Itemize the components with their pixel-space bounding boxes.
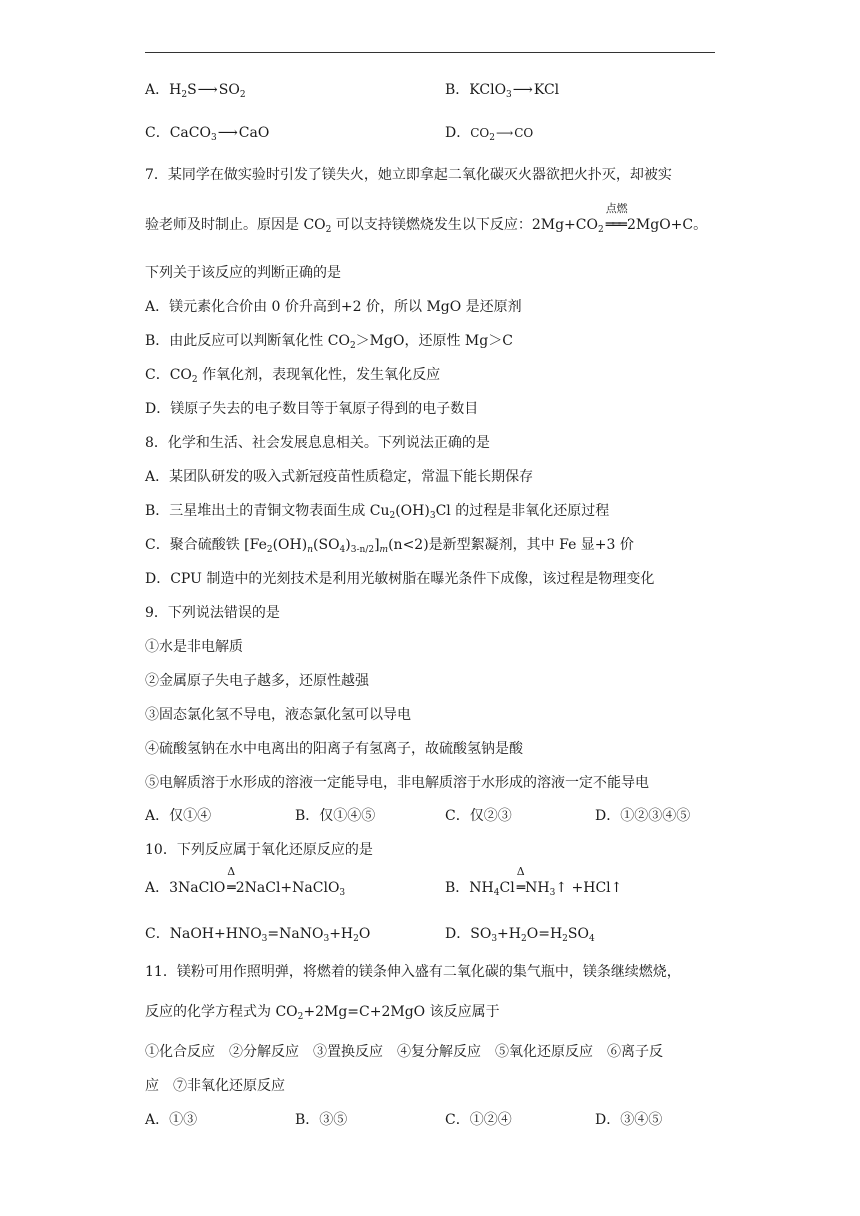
q9-statement-5: ⑤电解质溶于水形成的溶液一定能导电，非电解质溶于水形成的溶液一定不能导电 [145, 775, 649, 791]
q11-option-c: C．①②④ [445, 1112, 512, 1128]
q8-option-d: D．CPU 制造中的光刻技术是利用光敏树脂在曝光条件下成像，该过程是物理变化 [145, 571, 655, 587]
q11-option-a: A．①③ [145, 1112, 198, 1128]
reaction-arrow-icon: ⟶ [512, 82, 533, 98]
q7-stem-line3: 下列关于该反应的判断正确的是 [145, 265, 341, 281]
q10-option-b: B．$NH_4Cl$ Δ ═ $NH_3↑$ +HCl↑ [445, 865, 623, 898]
reaction-arrow-icon: ⟶ [197, 82, 218, 98]
q6-option-b: B．KClO$_3$⟶KCl [445, 82, 560, 100]
q11-option-d: D．③④⑤ [595, 1112, 663, 1128]
q9-statement-3: ③固态氯化氢不导电，液态氯化氢可以导电 [145, 707, 411, 723]
q7-option-b: B．由此反应可以判断氧化性 $CO_2>MgO$，还原性 Mg＞C [145, 333, 513, 351]
gas-arrow-icon: ↑ [555, 880, 568, 896]
q11-choices-line1: ①化合反应 ②分解反应 ③置换反应 ④复分解反应 ⑤氧化还原反应 ⑥离子反 [145, 1044, 663, 1060]
q10-option-c: C．$NaOH+HNO_3=NaNO_3+H_2O$ [145, 926, 371, 944]
q10-option-d: D．$SO_3+H_2O=H_2SO_4$ [445, 926, 595, 944]
q9-stem: 9．下列说法错误的是 [145, 605, 280, 621]
q7-option-a: A．镁元素化合价由 0 价升高到+2 价，所以 MgO 是还原剂 [145, 299, 522, 315]
header-rule [145, 52, 715, 53]
q7-option-c: C．$CO_2$ 作氧化剂，表现氧化性，发生氧化反应 [145, 367, 441, 385]
q10-stem: 10．下列反应属于氧化还原反应的是 [145, 842, 373, 858]
reaction-condition: Δ ═ [227, 865, 236, 896]
q11-choices-line2: 应 ⑦非氧化还原反应 [145, 1078, 285, 1094]
q8-option-c: C．聚合硫酸铁 $[Fe_2(OH)_n(SO_4)_{3-n/2}]_m(n<2)$是新型絮凝剂，其中 Fe 显+3 价 [145, 537, 634, 555]
q6-option-a: A．$H_2S⟶SO_2$ [145, 82, 246, 100]
reaction-condition: Δ ═ [516, 865, 525, 896]
q9-statement-1: ①水是非电解质 [145, 639, 243, 655]
reaction-condition: 点燃 ═══ [605, 202, 628, 233]
q9-option-a: A．仅①④ [145, 808, 212, 824]
q7-option-d: D．镁原子失去的电子数目等于氧原子得到的电子数目 [145, 401, 479, 417]
q8-option-b: B．三星堆出土的青铜文物表面生成 $Cu_2(OH)_3Cl$ 的过程是非氧化还原过程 [145, 503, 610, 521]
q11-stem-line2: 反应的化学方程式为 $CO_2+2Mg=C+2MgO$ 该反应属于 [145, 1004, 500, 1022]
q6-option-c: C．CaCO$_3$⟶CaO [145, 125, 270, 143]
q11-option-b: B．③⑤ [295, 1112, 348, 1128]
q9-statement-2: ②金属原子失电子越多，还原性越强 [145, 673, 369, 689]
q8-stem: 8．化学和生活、社会发展息息相关。下列说法正确的是 [145, 435, 490, 451]
q9-option-c: C．仅②③ [445, 808, 512, 824]
q9-statement-4: ④硫酸氢钠在水中电离出的阳离子有氢离子，故硫酸氢钠是酸 [145, 741, 523, 757]
reaction-arrow-icon: ⟶ [217, 125, 238, 141]
q7-stem-line1: 7．某同学在做实验时引发了镁失火，她立即拿起二氧化碳灭火器欲把火扑灭，却被实 [145, 167, 672, 183]
q10-option-a: A．3NaClO Δ ═ 2NaCl+NaClO$_3$ [145, 865, 346, 898]
q11-stem-line1: 11．镁粉可用作照明弹，将燃着的镁条伸入盛有二氧化碳的集气瓶中，镁条继续燃烧， [145, 964, 681, 980]
q7-stem-line2: 验老师及时制止。原因是 $CO_2$ 可以支持镁燃烧发生以下反应：$2Mg+CO_2$ 点燃 ═══ 2MgO+C。 [145, 202, 708, 235]
q6-option-d: D．$CO_2⟶CO$ [445, 125, 534, 143]
q8-option-a: A．某团队研发的吸入式新冠疫苗性质稳定，常温下能长期保存 [145, 469, 534, 485]
q9-option-b: B．仅①④⑤ [295, 808, 376, 824]
reaction-arrow-icon: ⟶ [496, 126, 514, 140]
gas-arrow-icon: ↑ [610, 880, 623, 896]
q9-option-d: D．①②③④⑤ [595, 808, 691, 824]
